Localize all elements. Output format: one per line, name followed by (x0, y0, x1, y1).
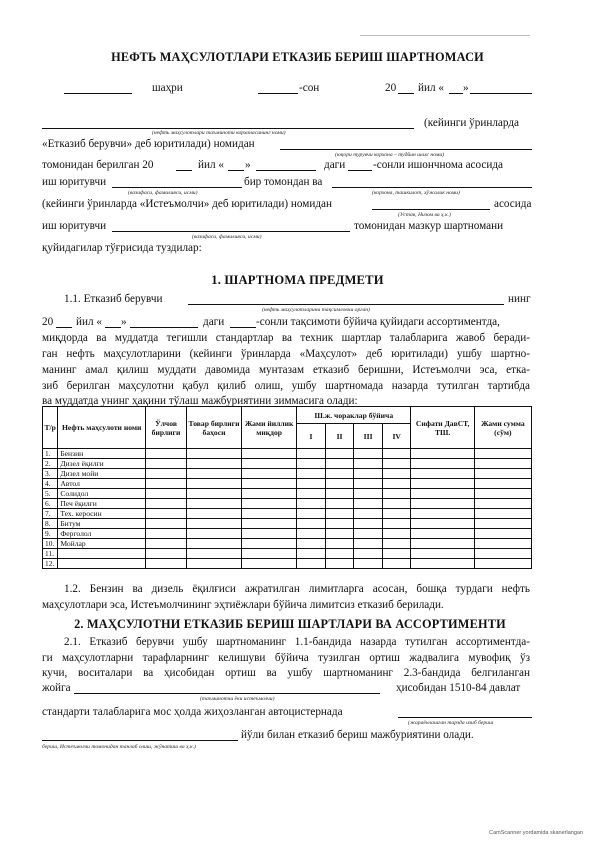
row-cell[interactable] (382, 549, 411, 559)
row-cell[interactable] (474, 519, 531, 529)
row-cell[interactable] (474, 479, 531, 489)
l7-caption: (Устав, Низом ва ҳ.к.) (398, 212, 451, 218)
line8-b: томонидан мазкур шартномани (354, 220, 504, 232)
row-cell[interactable] (186, 489, 241, 499)
row-cell[interactable] (242, 479, 297, 489)
row-cell[interactable] (354, 549, 383, 559)
line5-b: йил « (198, 159, 224, 171)
l8-caption: (вазифаси, фамилияси, исми) (192, 234, 262, 240)
row-cell[interactable] (382, 489, 411, 499)
table-row (43, 559, 532, 569)
row-cell[interactable] (186, 449, 241, 459)
table-body (43, 449, 532, 569)
row-cell[interactable] (325, 459, 354, 469)
row-cell[interactable] (325, 489, 354, 499)
l6-caption-left: (вазифаси, фамилияси, исми) (128, 190, 198, 196)
row-cell[interactable] (146, 459, 187, 469)
row-cell[interactable] (474, 469, 531, 479)
row-cell[interactable] (474, 509, 531, 519)
line6-a: иш юритувчи (42, 176, 107, 188)
row-cell[interactable] (297, 519, 326, 529)
row-cell[interactable] (186, 549, 241, 559)
row-cell[interactable] (146, 539, 187, 549)
row-product-name[interactable]: Солидол (58, 489, 146, 499)
s1-p2-b: йил « (76, 316, 102, 328)
s1-distributor-blank[interactable] (188, 304, 504, 305)
s2-p2: ги маҳсулотларни тарафларнинг келишуви бўйича тузилган ортиш жадвалига мувофиқ ўз (42, 652, 530, 664)
row-number: 10. (43, 539, 58, 549)
s1-p2-e: -сонли тақсимоти бўйича қуйидаги ассортиментда, (256, 316, 500, 328)
city-blank[interactable] (64, 93, 132, 94)
s1-year-blank[interactable] (56, 327, 72, 328)
row-number: 9. (43, 529, 58, 539)
s2-method-caption: (жараёнлашган тарзда изиб бериш (408, 720, 494, 726)
row-cell[interactable] (186, 469, 241, 479)
year-suffix: йил « (418, 82, 444, 94)
row-cell[interactable] (146, 559, 187, 569)
row-number: 3. (43, 469, 58, 479)
s2-method-caption-2: бериш, Истеъмолчи томонидан танлаб олиш, жўнатиш ва ҳ.к.) (42, 744, 196, 750)
row-cell[interactable] (146, 519, 187, 529)
line5-a: томонидан берилган 20 (42, 159, 154, 171)
row-cell[interactable] (242, 459, 297, 469)
row-product-name[interactable] (58, 559, 146, 569)
row-cell[interactable] (325, 469, 354, 479)
row-cell[interactable] (382, 479, 411, 489)
row-cell[interactable] (186, 479, 241, 489)
s2-p4-b: ҳисобидан 1510-84 давлат (396, 682, 521, 694)
row-cell[interactable] (146, 529, 187, 539)
l6-position-blank[interactable] (112, 187, 242, 188)
row-cell[interactable] (411, 539, 474, 549)
line4-left: «Етказиб берувчи» деб юритилади) номидан (42, 138, 255, 150)
l7-basis-blank[interactable] (372, 209, 490, 210)
row-cell[interactable] (474, 559, 531, 569)
table-row (43, 529, 532, 539)
table-row (43, 459, 532, 469)
row-number: 11. (43, 549, 58, 559)
line3-right: (кейинги ўринларда (424, 117, 519, 129)
row-number: 8. (43, 519, 58, 529)
row-cell[interactable] (354, 529, 383, 539)
row-number: 1. (43, 449, 58, 459)
row-product-name[interactable]: Мойлар (58, 539, 146, 549)
row-cell[interactable] (354, 479, 383, 489)
col-header-q1: I (297, 424, 326, 449)
row-cell[interactable] (325, 539, 354, 549)
l5-day-blank[interactable] (228, 170, 244, 171)
row-cell[interactable] (146, 489, 187, 499)
line7-a: (кейинги ўринларда «Истеъмолчи» деб юритилади) номидан (42, 198, 332, 210)
row-cell[interactable] (186, 559, 241, 569)
s2-p1: 2.1. Етказиб берувчи ушбу шартноманинг 1.1-бандида назарда тутилган ассортиментда- (64, 636, 530, 648)
row-cell[interactable] (325, 529, 354, 539)
top-rule (360, 35, 530, 36)
row-cell[interactable] (325, 499, 354, 509)
row-cell[interactable] (474, 489, 531, 499)
s1-month-blank[interactable] (130, 327, 198, 328)
col-header-annual: Жами йиллик миқдор (242, 407, 297, 449)
row-cell[interactable] (411, 509, 474, 519)
row-cell[interactable] (411, 519, 474, 529)
row-cell[interactable] (354, 459, 383, 469)
s1-p7: ва муддатда унинг ҳақини тўлаш мажбуриятини зиммасига олади: (42, 395, 358, 407)
s1-p1-b: нинг (508, 293, 531, 305)
section1-title: 1. ШАРТНОМА ПРЕДМЕТИ (211, 273, 384, 287)
table-row (43, 479, 532, 489)
document-title: НЕФТЬ МАҲСУЛОТЛАРИ ЕТКАЗИБ БЕРИШ ШАРТНОМАСИ (111, 50, 484, 64)
row-cell[interactable] (411, 559, 474, 569)
row-cell[interactable] (382, 539, 411, 549)
s2-account-blank[interactable] (74, 693, 380, 694)
col-header-quarters: Ш.ж. чораклар бўйича (297, 407, 411, 424)
col-header-q3: III (354, 424, 383, 449)
row-product-name[interactable]: Ферголол (58, 529, 146, 539)
l6-consumer-blank[interactable] (332, 187, 532, 188)
row-cell[interactable] (242, 519, 297, 529)
row-cell[interactable] (382, 459, 411, 469)
row-cell[interactable] (474, 529, 531, 539)
row-cell[interactable] (186, 459, 241, 469)
row-cell[interactable] (242, 529, 297, 539)
row-cell[interactable] (242, 469, 297, 479)
month-blank[interactable] (470, 93, 532, 94)
table-row (43, 469, 532, 479)
s1-p1-a: 1.1. Етказиб берувчи (64, 293, 163, 305)
s2-p5: стандарти талабларига мос ҳолда жиҳозланган автоцистернада (42, 706, 343, 718)
row-cell[interactable] (146, 469, 187, 479)
s1-p4: ган нефть маҳсулотларини (кейинги ўринларда «Маҳсулот» деб юритилади) ушбу шартно- (42, 348, 530, 360)
row-cell[interactable] (325, 549, 354, 559)
row-cell[interactable] (354, 509, 383, 519)
table-row (43, 499, 532, 509)
row-cell[interactable] (382, 499, 411, 509)
s2-account-caption: (таъминотчи ёки истеъмолчи) (200, 696, 275, 702)
row-product-name[interactable]: Битум (58, 519, 146, 529)
col-header-q4: IV (382, 424, 411, 449)
row-cell[interactable] (146, 509, 187, 519)
line7-b: асосида (494, 198, 532, 210)
row-cell[interactable] (382, 509, 411, 519)
row-cell[interactable] (297, 549, 326, 559)
row-cell[interactable] (186, 529, 241, 539)
s2-method-blank[interactable] (398, 717, 532, 718)
s1-p6: зиб берилган маҳсулотни қабул қилиб олиш, ушбу шартномада назарда тутилган тартибда (42, 380, 530, 392)
row-cell[interactable] (242, 509, 297, 519)
row-product-name[interactable] (58, 549, 146, 559)
row-cell[interactable] (354, 489, 383, 499)
row-cell[interactable] (242, 489, 297, 499)
row-cell[interactable] (297, 539, 326, 549)
year-prefix: 20 (385, 82, 397, 94)
row-cell[interactable] (242, 539, 297, 549)
s1-p3: миқдорда ва муддатда тегишли стандартлар ва техник шартлар талабларига жавоб беради- (42, 332, 530, 344)
row-cell[interactable] (186, 539, 241, 549)
row-cell[interactable] (411, 469, 474, 479)
line5-c: » (245, 159, 251, 171)
row-cell[interactable] (146, 499, 187, 509)
row-cell[interactable] (297, 559, 326, 569)
row-cell[interactable] (325, 509, 354, 519)
col-header-name: Нефть маҳсулоти номи (58, 407, 146, 449)
number-label: -сон (299, 82, 320, 94)
row-cell[interactable] (242, 449, 297, 459)
s1-p2-d: даги (203, 316, 225, 328)
row-cell[interactable] (297, 529, 326, 539)
table-row (43, 449, 532, 459)
row-number: 6. (43, 499, 58, 509)
year-blank[interactable] (398, 93, 414, 94)
table-header-row (43, 407, 532, 424)
row-cell[interactable] (411, 479, 474, 489)
section2-title: 2. МАҲСУЛОТНИ ЕТКАЗИБ БЕРИШ ШАРТЛАРИ ВА АССОРТИМЕНТИ (74, 617, 506, 631)
row-cell[interactable] (297, 499, 326, 509)
p12-line1: 1.2. Бензин ва дизель ёқилғиси ажратилган лимитларга асосан, бошқа турдаги нефть (64, 583, 530, 595)
row-product-name[interactable]: Автол (58, 479, 146, 489)
row-number: 5. (43, 489, 58, 499)
s2-method-blank-2[interactable] (42, 740, 238, 741)
line9: қуйидагилар тўғрисида туздилар: (42, 242, 202, 254)
row-cell[interactable] (354, 539, 383, 549)
l5-year-blank[interactable] (176, 170, 192, 171)
row-cell[interactable] (411, 529, 474, 539)
day-blank[interactable] (449, 93, 463, 94)
supplier-org-caption: (нефть маҳсулотлари таъминоти корхонасининг номи) (152, 130, 286, 136)
row-number: 4. (43, 479, 58, 489)
s2-p3: кучи, воситалари ва ҳисобидан ортиш ва ушбу шартноманинг 2.3-бандида белгиланган (42, 667, 530, 679)
line5-e: -сонли ишончнома асосида (373, 159, 503, 171)
row-cell[interactable] (242, 549, 297, 559)
row-cell[interactable] (186, 519, 241, 529)
row-cell[interactable] (297, 509, 326, 519)
s1-num-blank[interactable] (230, 327, 256, 328)
row-cell[interactable] (354, 519, 383, 529)
col-header-total: Жами сумма (сўм) (474, 407, 531, 449)
row-cell[interactable] (411, 489, 474, 499)
products-table (42, 406, 532, 569)
table-row (43, 489, 532, 499)
row-cell[interactable] (411, 459, 474, 469)
number-blank[interactable] (258, 93, 298, 94)
row-product-name[interactable]: Бензин (58, 449, 146, 459)
quote-close: » (463, 82, 469, 94)
row-cell[interactable] (411, 449, 474, 459)
s1-day-blank[interactable] (105, 327, 121, 328)
l6-caption-right: (корхона, ташкилот, хўжалик номи) (372, 190, 460, 196)
col-header-num: Т/р (43, 407, 58, 449)
row-cell[interactable] (297, 479, 326, 489)
row-cell[interactable] (382, 469, 411, 479)
row-cell[interactable] (354, 499, 383, 509)
row-cell[interactable] (354, 449, 383, 459)
row-number: 7. (43, 509, 58, 519)
l5-num-blank[interactable] (348, 170, 372, 171)
row-cell[interactable] (474, 549, 531, 559)
l5-month-blank[interactable] (256, 170, 316, 171)
row-cell[interactable] (146, 449, 187, 459)
col-header-unit: Ўлчов бирлиги (146, 407, 187, 449)
row-cell[interactable] (297, 459, 326, 469)
row-cell[interactable] (297, 469, 326, 479)
row-cell[interactable] (474, 459, 531, 469)
supplier-org-blank[interactable] (42, 128, 414, 129)
row-cell[interactable] (297, 489, 326, 499)
col-header-quality: Сифати ДавСТ, ТШ. (411, 407, 474, 449)
row-cell[interactable] (242, 499, 297, 509)
row-cell[interactable] (382, 519, 411, 529)
scanner-watermark: CamScanner yordamida skanerlangan (489, 830, 583, 836)
row-cell[interactable] (325, 449, 354, 459)
row-cell[interactable] (474, 499, 531, 509)
row-cell[interactable] (146, 549, 187, 559)
row-cell[interactable] (411, 549, 474, 559)
p12-line2: маҳсулотлари эса, Истеъмолчининг эҳтиёжлари бўйича лимитсиз етказиб берилади. (42, 599, 444, 611)
s1-p2-a: 20 (42, 316, 54, 328)
row-cell[interactable] (474, 449, 531, 459)
s1-p5: манинг амал қилиш муддати давомида мунтазам етказиб беришни, Истеъмолчи эса, етка- (42, 364, 530, 376)
row-cell[interactable] (354, 559, 383, 569)
row-cell[interactable] (186, 509, 241, 519)
row-cell[interactable] (382, 559, 411, 569)
row-cell[interactable] (382, 449, 411, 459)
s2-p4-a: жойга (42, 682, 71, 694)
row-number: 2. (43, 459, 58, 469)
row-cell[interactable] (297, 449, 326, 459)
row-cell[interactable] (382, 529, 411, 539)
line5-d: даги (324, 159, 346, 171)
s1-p2-c: » (121, 316, 127, 328)
table-row (43, 509, 532, 519)
row-product-name[interactable]: Дизел ёқилғи (58, 459, 146, 469)
table-row (43, 539, 532, 549)
supplier-rep-caption: (юқори турувчи корхона – тудйин шахс номи) (335, 152, 445, 158)
row-product-name[interactable]: Дизел мойи (58, 469, 146, 479)
row-cell[interactable] (325, 479, 354, 489)
row-number: 12. (43, 559, 58, 569)
row-cell[interactable] (146, 479, 187, 489)
s1-distributor-caption: (нефть маҳсулотларини тақсимловчи орган) (262, 307, 370, 313)
row-cell[interactable] (474, 539, 531, 549)
row-product-name[interactable]: Тех. керосин (58, 509, 146, 519)
col-header-q2: II (325, 424, 354, 449)
supplier-rep-blank[interactable] (280, 149, 532, 150)
row-cell[interactable] (354, 469, 383, 479)
table-row (43, 519, 532, 529)
row-cell[interactable] (242, 559, 297, 569)
row-product-name[interactable]: Печ ёқилғи (58, 499, 146, 509)
col-header-price: Товар бирлиги баҳоси (186, 407, 241, 449)
row-cell[interactable] (186, 499, 241, 509)
s2-p6: йўли билан етказиб бериш мажбуриятини олади. (241, 729, 474, 741)
row-cell[interactable] (411, 499, 474, 509)
row-cell[interactable] (325, 519, 354, 529)
l8-position-blank[interactable] (112, 231, 350, 232)
line6-b: бир томондан ва (244, 176, 323, 188)
row-cell[interactable] (325, 559, 354, 569)
table-row (43, 549, 532, 559)
city-label: шаҳри (152, 82, 183, 94)
line8-a: иш юритувчи (42, 220, 107, 232)
